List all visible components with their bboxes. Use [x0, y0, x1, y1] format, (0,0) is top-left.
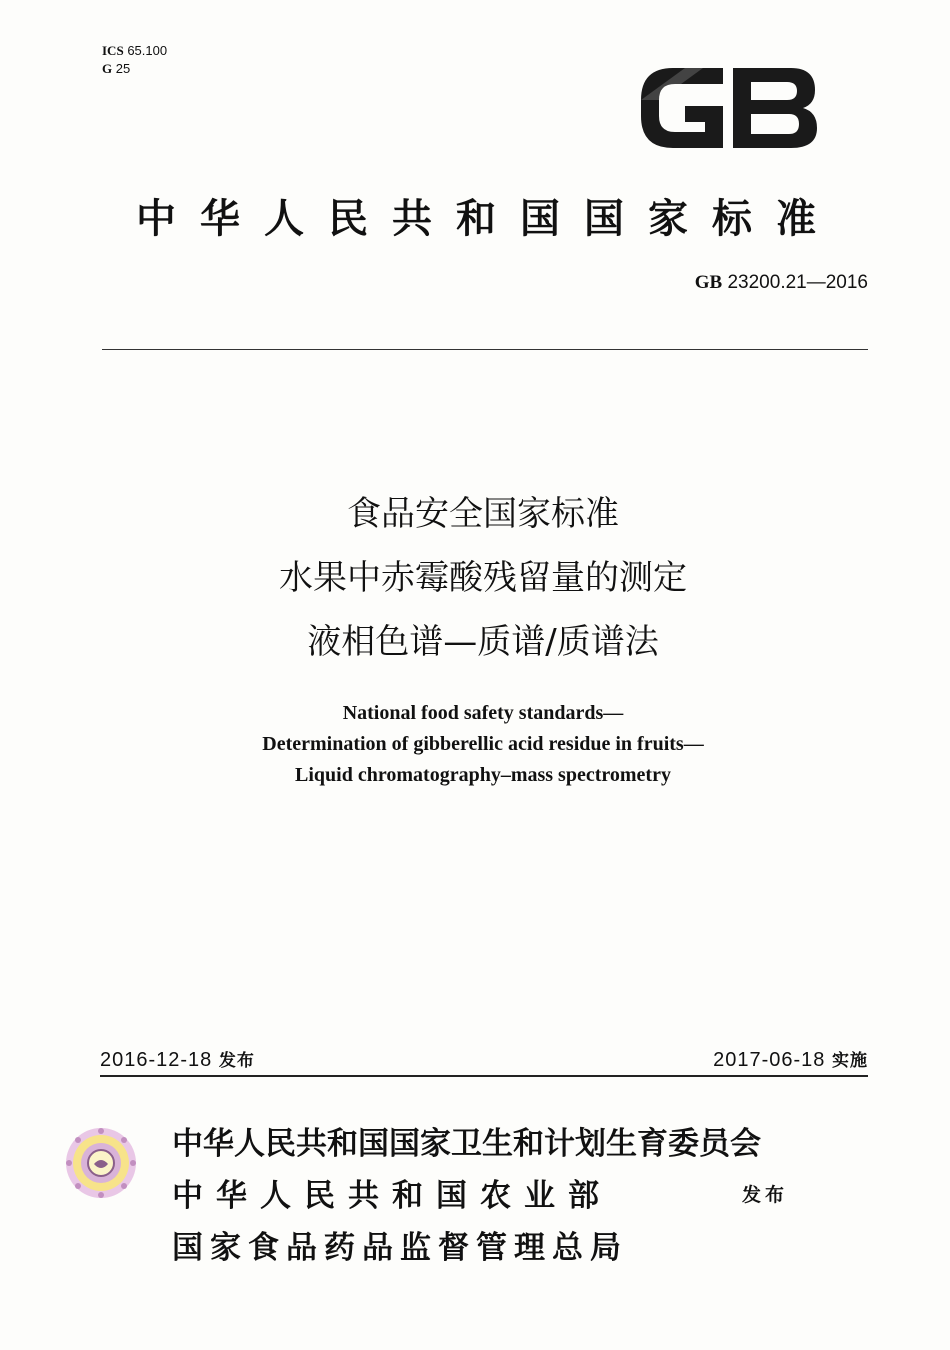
chinese-title-line-1: 食品安全国家标准	[347, 494, 619, 534]
emblem-icon	[64, 1126, 138, 1200]
issue-date: 2016-12-18 发布	[100, 1049, 255, 1071]
ics-code: ICS 65.100	[102, 43, 168, 58]
standard-class: G 25	[102, 61, 131, 76]
divider	[102, 349, 868, 350]
english-title-line-2: Determination of gibberellic acid residue in fruits—	[262, 733, 704, 755]
ics-block	[102, 42, 167, 78]
english-title-line-1: National food safety standards—	[342, 702, 624, 724]
issuer-3: 国家食品药品监督管理总局	[172, 1230, 628, 1266]
standard-number: GB 23200.21—2016	[694, 272, 868, 293]
bottom-divider	[100, 1075, 868, 1077]
english-title-line-3: Liquid chromatography–mass spectrometry	[295, 764, 671, 786]
publish-label: 发布	[742, 1184, 789, 1206]
issuing-authorities	[172, 1118, 761, 1274]
issuer-2: 中华人民共和国农业部	[172, 1178, 612, 1214]
chinese-title-line-2: 水果中赤霉酸残留量的测定	[279, 558, 687, 598]
effective-date: 2017-06-18 实施	[713, 1049, 868, 1071]
english-title	[100, 698, 866, 791]
chinese-title	[100, 482, 866, 674]
national-standard-title: 中华人民共和国国家标准	[136, 196, 840, 242]
gb-logo	[633, 60, 823, 156]
issuer-1: 中华人民共和国国家卫生和计划生育委员会	[172, 1126, 761, 1162]
chinese-title-line-3: 液相色谱—质谱/质谱法	[307, 622, 659, 662]
